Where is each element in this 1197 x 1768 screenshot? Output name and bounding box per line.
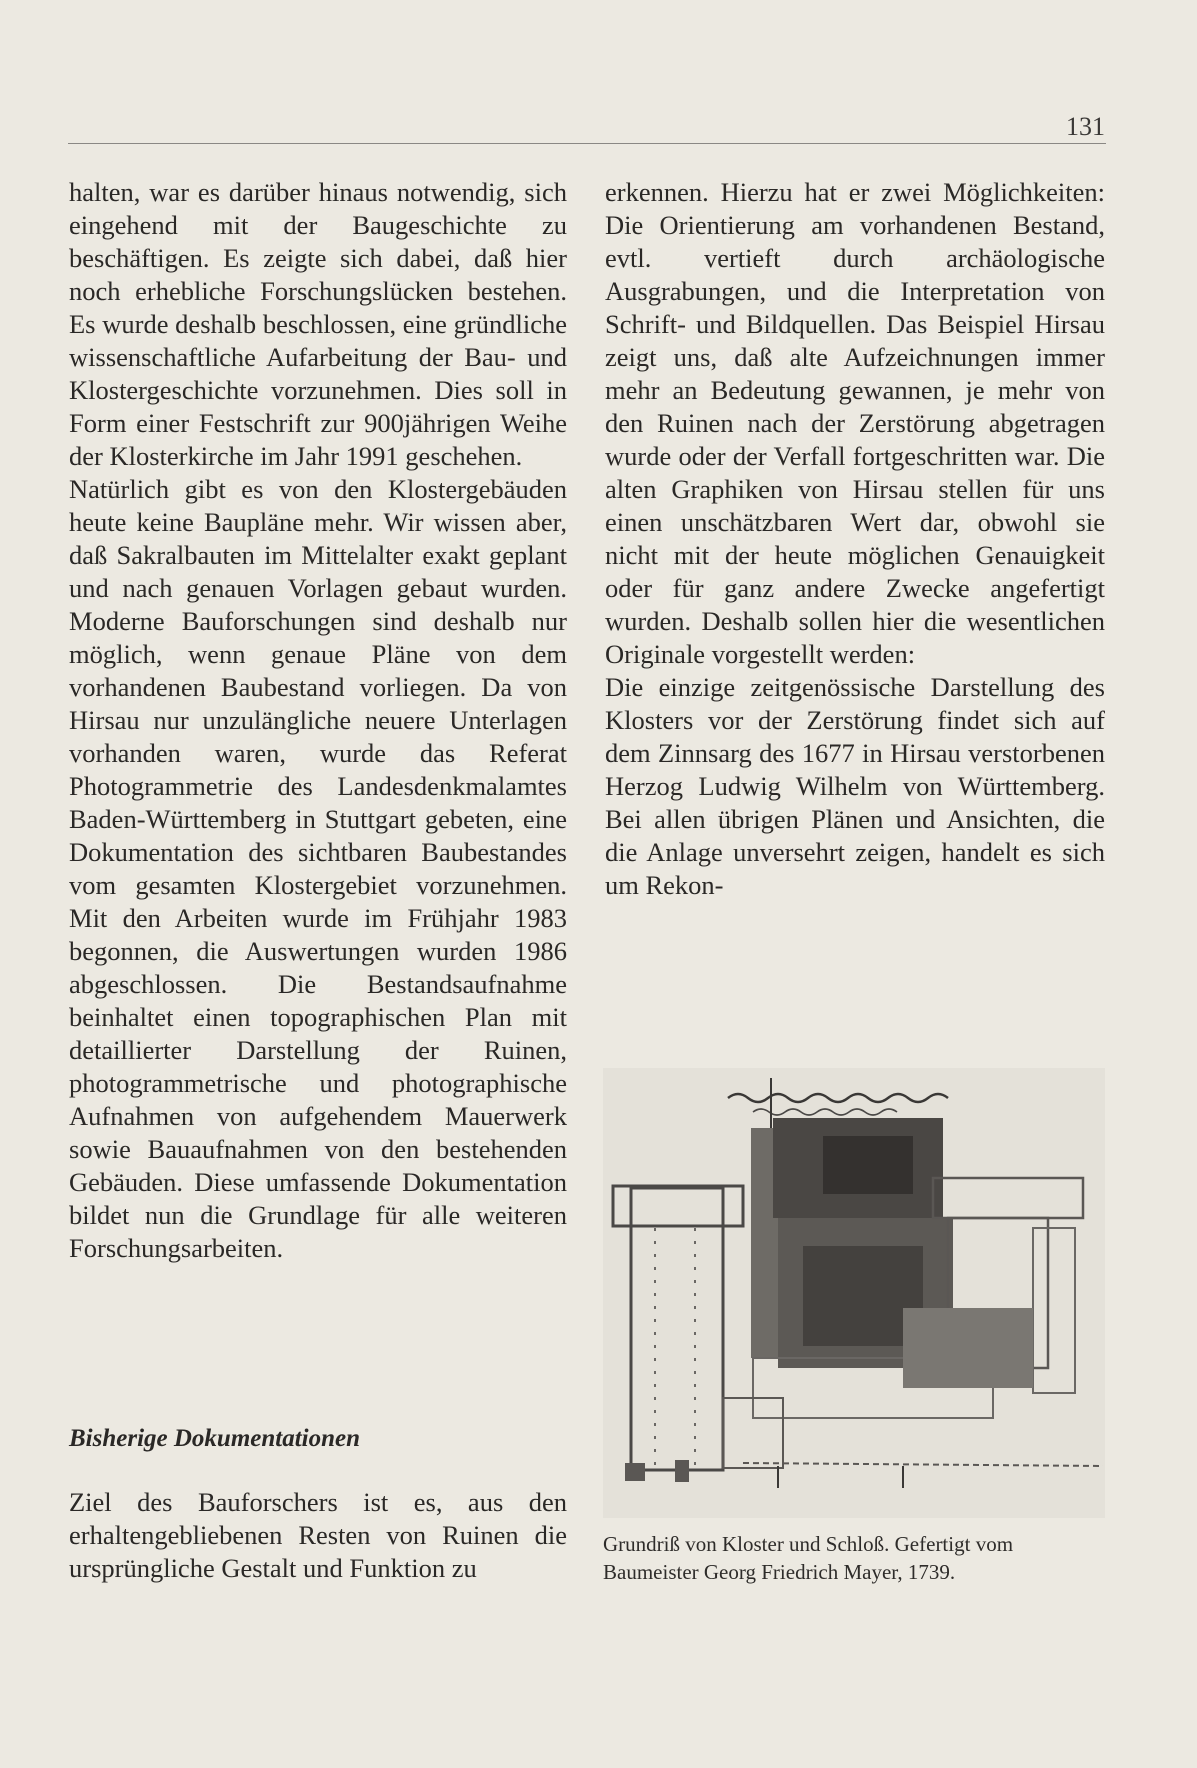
left-paragraph-1: halten, war es darüber hinaus notwendig, sich eingehend mit der Baugeschichte zu beschäftigen. Es zeigte sich dabei, daß hier noch erhebliche Forschungslücken bestehen. Es wurde deshalb beschlossen, eine gründliche wissenschaftliche Aufarbeitung der Bau- und Klostergeschichte vorzunehmen. Dies soll in Form einer Festschrift zur 900jährigen Weihe der Klosterkirche im Jahr 1991 geschehen. [69, 177, 567, 471]
right-column [605, 176, 1105, 902]
section-paragraph: Ziel des Bauforschers ist es, aus den erhaltengebliebenen Resten von Ruinen die ursprüngliche Gestalt und Funktion zu [69, 1487, 567, 1583]
section-heading: Bisherige Dokumentationen [69, 1425, 361, 1452]
section-text [69, 1486, 567, 1585]
right-paragraph-1: erkennen. Hierzu hat er zwei Möglichkeiten: Die Orientierung am vorhandenen Bestand, evtl. vertieft durch archäologische Ausgrabungen, und die Interpretation von Schrift- und Bildquellen. Das Beispiel Hirsau zeigt uns, daß alte Aufzeichnungen immer mehr an Bedeutung gewannen, je mehr von den Ruinen nach der Zerstörung abgetragen wurde oder der Verfall fortgeschritten war. Die alten Graphiken von Hirsau stellen für uns einen unschätzbaren Wert dar, obwohl sie nicht mit der heute möglichen Genauigkeit oder für ganz andere Zwecke angefertigt wurden. Deshalb sollen hier die wesentlichen Originale vorgestellt werden: [605, 177, 1105, 669]
left-column [69, 176, 567, 1265]
right-paragraph-2: Die einzige zeitgenössische Darstellung des Klosters vor der Zerstörung findet sich auf dem Zinnsarg des 1677 in Hirsau verstorbenen Herzog Ludwig Wilhelm von Württemberg. Bei allen übrigen Plänen und Ansichten, die die Anlage unversehrt zeigen, handelt es sich um Rekon- [605, 672, 1105, 900]
left-paragraph-2: Natürlich gibt es von den Klostergebäuden heute keine Baupläne mehr. Wir wissen aber, daß Sakralbauten im Mittelalter exakt geplant und nach genauen Vorlagen gebaut wurden. Moderne Bauforschungen sind deshalb nur möglich, wenn genaue Pläne von dem vorhandenen Baubestand vorliegen. Da von Hirsau nur unzulängliche neuere Unterlagen vorhanden waren, wurde das Referat Photogrammetrie des Landesdenkmalamtes Baden-Württemberg in Stuttgart gebeten, eine Dokumentation des sichtbaren Baubestandes vom gesamten Klostergebiet vorzunehmen. Mit den Arbeiten wurde im Frühjahr 1983 begonnen, die Auswertungen wurden 1986 abgeschlossen. Die Bestandsaufnahme beinhaltet einen topographischen Plan mit detaillierter Darstellung der Ruinen, photogrammetrische und photographische Aufnahmen von aufgehendem Mauerwerk sowie Bauaufnahmen von den bestehenden Gebäuden. Diese umfassende Dokumentation bildet nun die Grundlage für alle weiteren Forschungsarbeiten. [69, 474, 567, 1263]
header-rule [68, 143, 1106, 144]
floor-plan-drawing [603, 1068, 1105, 1518]
page-number: 131 [1066, 112, 1105, 141]
figure-caption: Grundriß von Kloster und Schloß. Gefertigt vom Baumeister Georg Friedrich Mayer, 1739. [603, 1532, 1014, 1584]
floor-plan-figure [603, 1068, 1105, 1518]
